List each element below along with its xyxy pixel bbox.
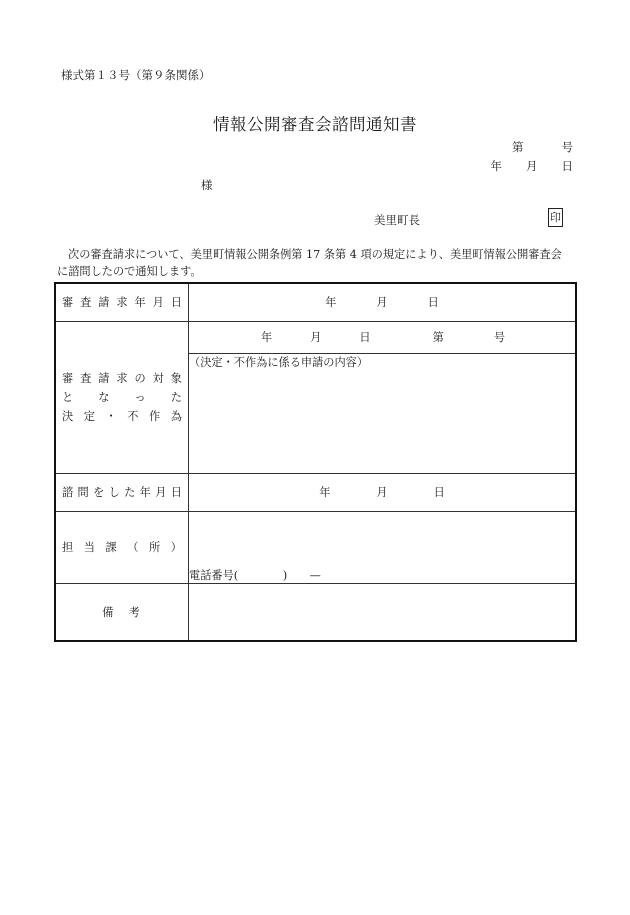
row-inquiry-date xyxy=(55,473,576,511)
inquiry-month: 月 xyxy=(376,486,388,499)
label-char: 問 xyxy=(77,486,89,499)
label-char: 日 xyxy=(170,486,182,499)
target-content-cell[interactable] xyxy=(189,353,577,473)
inquiry-date-label-cell xyxy=(55,473,189,511)
label-char: 不 xyxy=(127,410,139,423)
label-char: 日 xyxy=(170,296,182,310)
label-char: と xyxy=(62,391,74,404)
document-number-line xyxy=(512,139,573,155)
label-char: 請 xyxy=(98,296,110,310)
label-char: 審 xyxy=(62,296,74,310)
label-char: 請 xyxy=(98,372,110,385)
label-char: 求 xyxy=(116,296,128,310)
number-suffix: 号 xyxy=(561,140,573,154)
target-month: 月 xyxy=(310,331,322,344)
form-number: 様式第１３号（第９条関係） xyxy=(61,68,211,82)
label-char: 査 xyxy=(80,296,92,310)
target-label-line1 xyxy=(62,370,182,386)
department-label xyxy=(56,539,188,555)
remarks-value[interactable] xyxy=(189,583,577,641)
target-label-line2 xyxy=(62,389,182,405)
target-date-value[interactable] xyxy=(189,321,577,353)
label-char: 課 xyxy=(105,541,117,554)
label-char: 諮 xyxy=(62,486,74,499)
notice-body xyxy=(57,246,577,280)
notice-body-line2: に諮問したので通知します。 xyxy=(57,265,202,278)
target-no-suffix: 号 xyxy=(493,331,506,344)
document-title: 情報公開審査会諮問通知書 xyxy=(213,115,417,134)
target-day: 日 xyxy=(359,331,371,344)
label-char: っ xyxy=(134,391,146,404)
target-content-label: （決定・不作為に係る申請の内容） xyxy=(189,355,369,369)
label-char: 求 xyxy=(116,372,128,385)
label-char: 作 xyxy=(149,410,161,423)
date-day: 日 xyxy=(561,159,573,173)
label-char: 査 xyxy=(80,372,92,385)
target-label-cell xyxy=(55,321,189,473)
row-request-date xyxy=(55,283,576,321)
date-month: 月 xyxy=(526,159,538,173)
label-char: 所 xyxy=(149,541,161,554)
remarks-label: 備 考 xyxy=(102,605,142,619)
label-char: 定 xyxy=(83,410,95,423)
document-date-line xyxy=(491,158,574,174)
label-char: （ xyxy=(127,541,139,554)
label-char: 審 xyxy=(62,372,74,385)
addressee: 様 xyxy=(201,178,213,192)
notice-body-line1: 次の審査請求について、美里町情報公開条例第 17 条第 4 項の規定により、美里町情報公開審査会 xyxy=(68,248,562,261)
inquiry-date-label xyxy=(56,484,188,500)
seal-box: 印 xyxy=(548,208,563,227)
label-char: 対 xyxy=(152,372,164,385)
request-date-value[interactable] xyxy=(189,283,577,321)
sender-name: 美里町長 xyxy=(374,213,420,227)
label-char: ） xyxy=(170,541,182,554)
row-remarks xyxy=(55,583,576,641)
inquiry-year: 年 xyxy=(319,486,331,499)
number-prefix: 第 xyxy=(512,140,524,154)
request-month: 月 xyxy=(376,296,388,310)
row-department xyxy=(55,511,576,583)
inquiry-form-table xyxy=(54,282,577,642)
label-char: 決 xyxy=(62,410,74,423)
label-char: 年 xyxy=(139,486,151,499)
row-target-date xyxy=(55,321,576,353)
label-char: 年 xyxy=(134,296,146,310)
target-no-prefix: 第 xyxy=(432,331,444,344)
label-char: し xyxy=(108,486,120,499)
target-label-line3 xyxy=(62,408,182,424)
phone-label: 電話番号( ) — xyxy=(189,568,321,582)
request-day: 日 xyxy=(427,296,439,310)
label-char: た xyxy=(124,486,136,499)
department-value[interactable] xyxy=(189,511,577,583)
label-char: 為 xyxy=(170,410,182,423)
inquiry-date-value[interactable] xyxy=(189,473,577,511)
date-year: 年 xyxy=(490,159,502,173)
request-date-label xyxy=(56,294,188,310)
department-label-cell xyxy=(55,511,189,583)
inquiry-day: 日 xyxy=(433,486,445,499)
request-year: 年 xyxy=(325,296,337,310)
label-char: 当 xyxy=(83,541,95,554)
label-char: た xyxy=(170,391,182,404)
label-char: 月 xyxy=(152,296,164,310)
request-date-label-cell xyxy=(55,283,189,321)
label-char: な xyxy=(98,391,110,404)
label-char: 象 xyxy=(170,372,182,385)
target-year: 年 xyxy=(261,331,273,344)
label-char: を xyxy=(93,486,105,499)
label-char: ・ xyxy=(105,410,117,423)
label-char: 担 xyxy=(62,541,74,554)
remarks-label-cell xyxy=(55,583,189,641)
label-char: 月 xyxy=(155,486,167,499)
label-char: の xyxy=(134,372,146,385)
